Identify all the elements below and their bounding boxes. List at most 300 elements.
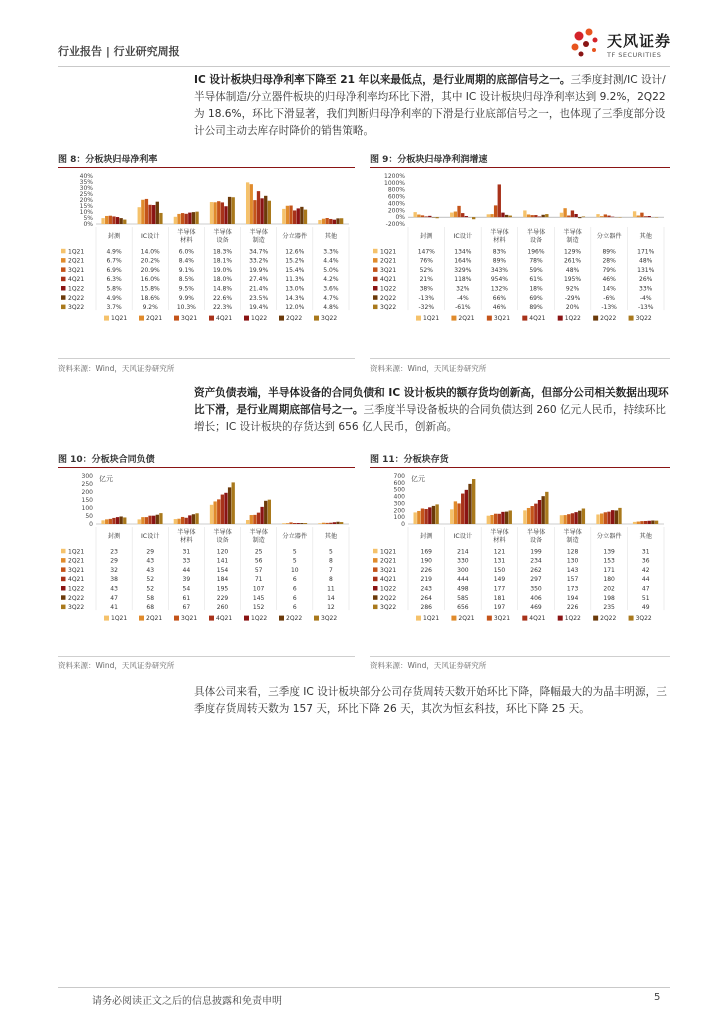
fig11-cell-value: 150 xyxy=(493,566,506,574)
fig8-category-label: 材料 xyxy=(180,237,193,244)
fig8-bar xyxy=(112,216,115,224)
fig9-legend-swatch xyxy=(487,316,492,321)
fig8-top-rule xyxy=(58,167,355,168)
fig10-bar xyxy=(156,515,159,524)
fig9-bar xyxy=(545,214,548,217)
fig11-legend-swatch xyxy=(593,616,598,621)
fig10-row-swatch xyxy=(61,577,66,582)
fig11-bar xyxy=(644,521,647,524)
fig9-bar xyxy=(541,215,544,217)
fig9-y-tick: 1000% xyxy=(384,179,405,187)
fig9-cell-value: 33% xyxy=(639,285,653,293)
fig11-cell-value: 202 xyxy=(603,585,615,593)
fig11-bar xyxy=(421,509,424,524)
fig9-bar xyxy=(498,184,501,217)
fig10-cell-value: 58 xyxy=(146,594,155,602)
fig10-bar xyxy=(112,518,115,524)
fig9-y-tick: 200% xyxy=(387,207,405,215)
fig8-row-swatch xyxy=(61,286,66,291)
fig11-y-tick: 200 xyxy=(393,507,405,515)
fig10-bar xyxy=(221,495,224,524)
fig11-cell-value: 173 xyxy=(566,585,579,593)
fig9-legend-swatch xyxy=(522,316,527,321)
fig9-bar xyxy=(465,216,468,217)
fig11-cell-value: 139 xyxy=(603,548,615,556)
fig10-bar xyxy=(336,522,339,524)
fig10-row-swatch xyxy=(61,605,66,610)
fig8-cell-value: 3.7% xyxy=(106,304,122,312)
fig9-cell-value: -61% xyxy=(455,304,471,312)
fig11-bar xyxy=(563,515,566,524)
fig8-bar xyxy=(101,218,104,224)
fig9-bar xyxy=(578,217,581,218)
fig10-bar xyxy=(101,520,104,524)
fig10-bar xyxy=(340,522,343,524)
fig8-bottom-rule xyxy=(58,358,355,359)
fig10-category-label: 制造 xyxy=(252,537,265,544)
fig11-cell-value: 180 xyxy=(603,576,615,584)
fig10-bottom-rule xyxy=(58,656,355,657)
fig9-cell-value: 46% xyxy=(602,276,616,284)
fig8-cell-value: 34.7% xyxy=(249,248,269,256)
fig8-cell-value: 22.6% xyxy=(212,294,233,302)
fig11-cell-value: 157 xyxy=(566,576,579,584)
fig9-cell-value: 343% xyxy=(490,266,509,274)
fig8-row-label: 2Q21 xyxy=(68,257,85,265)
fig8-y-tick: 15% xyxy=(79,203,93,210)
fig8-cell-value: 14.8% xyxy=(212,285,233,293)
fig10-row-label: 1Q21 xyxy=(68,548,85,556)
fig8-cell-value: 11.3% xyxy=(285,276,305,284)
fig10-y-tick: 200 xyxy=(81,489,93,496)
fig11-category-label: 半导体 xyxy=(563,529,582,536)
fig9-row-label: 1Q21 xyxy=(380,248,397,256)
fig10-bar xyxy=(217,499,220,524)
fig9-bar xyxy=(523,210,526,217)
fig9-bar xyxy=(640,213,643,217)
fig10-bar xyxy=(318,523,321,524)
fig11-row-swatch xyxy=(373,567,378,572)
fig9-legend-swatch xyxy=(593,316,598,321)
fig9-row-swatch xyxy=(373,277,378,282)
fig11-legend-label: 4Q21 xyxy=(529,615,546,623)
fig9-bar xyxy=(457,206,460,217)
fig11-bar xyxy=(578,511,581,524)
fig10-bar xyxy=(300,523,303,524)
fig11-category-label: 制造 xyxy=(566,537,579,544)
fig11-category-label: 封测 xyxy=(420,533,433,540)
fig9-legend-label: 1Q22 xyxy=(564,315,581,323)
fig8-y-tick: 5% xyxy=(83,215,93,222)
fig11-source: 资料来源：Wind，天风证券研究所 xyxy=(370,661,487,670)
fig8-legend-swatch xyxy=(314,316,319,321)
fig9-category-label: 半导体 xyxy=(526,229,546,236)
fig10-bar xyxy=(286,523,289,524)
fig9-bar xyxy=(494,205,497,217)
fig9-cell-value: 79% xyxy=(602,266,616,274)
fig8-bar xyxy=(326,218,329,224)
fig9-cell-value: 14% xyxy=(602,285,616,293)
fig9-bar xyxy=(435,217,438,218)
fig8-bar xyxy=(286,206,289,224)
fig11-row-label: 2Q22 xyxy=(380,594,397,602)
fig11-row-label: 4Q21 xyxy=(380,576,397,584)
fig11-y-tick: 500 xyxy=(393,486,405,494)
fig10-bar xyxy=(188,515,191,524)
fig9-top-rule xyxy=(370,167,670,168)
fig11-legend-label: 1Q21 xyxy=(423,615,440,623)
fig8-bar xyxy=(213,202,216,224)
fig11-cell-value: 469 xyxy=(530,604,542,612)
fig9-cell-value: 89% xyxy=(492,257,507,265)
fig10-category-label: 封测 xyxy=(107,533,121,540)
fig10-cell-value: 145 xyxy=(252,594,265,602)
fig8-cell-value: 4.9% xyxy=(106,294,122,302)
fig10-y-tick: 0 xyxy=(89,521,93,528)
fig8-bar xyxy=(123,220,126,224)
fig9-legend-label: 3Q22 xyxy=(635,315,652,323)
fig9-cell-value: -13% xyxy=(418,294,435,302)
fig9-row-swatch xyxy=(373,286,378,291)
fig10-cell-value: 5 xyxy=(329,548,333,556)
fig10-bar xyxy=(268,500,271,524)
fig11-bar xyxy=(615,510,618,524)
fig10-title: 图 10：分板块合同负债 xyxy=(58,455,155,465)
fig8-cell-value: 6.0% xyxy=(178,248,194,256)
fig8-row-label: 4Q21 xyxy=(68,276,85,284)
fig10-top-rule xyxy=(58,467,355,468)
fig10-legend-swatch xyxy=(314,616,319,621)
fig10-legend-label: 3Q22 xyxy=(321,615,338,623)
fig9-y-tick: 800% xyxy=(387,186,405,194)
fig8-category-label: 设备 xyxy=(216,237,229,244)
fig9-cell-value: -32% xyxy=(418,304,435,312)
brand-name-en: TF SECURITIES xyxy=(607,51,662,59)
fig8-cell-value: 15.8% xyxy=(140,285,160,293)
fig9-legend-label: 3Q21 xyxy=(493,315,511,323)
fig8-bar xyxy=(289,206,292,224)
fig9-y-tick: -200% xyxy=(385,221,405,228)
fig11-bar xyxy=(505,512,508,524)
fig10-bar xyxy=(228,487,231,524)
fig11-bar xyxy=(596,514,599,524)
fig10-cell-value: 33 xyxy=(182,557,191,565)
fig8-y-tick: 20% xyxy=(79,197,93,204)
fig8-bar xyxy=(174,217,177,224)
fig8-cell-value: 21.4% xyxy=(249,285,269,293)
fig11-legend-swatch xyxy=(558,616,563,621)
fig11-category-label: 材料 xyxy=(493,537,506,544)
fig9-y-tick: 1200% xyxy=(384,173,405,180)
fig8-bar xyxy=(300,207,303,224)
fig11-row-swatch xyxy=(373,549,378,554)
fig8-bar xyxy=(264,196,267,224)
fig8-row-label: 3Q21 xyxy=(68,266,85,274)
fig11-bar xyxy=(472,479,475,524)
fig9-cell-value: -6% xyxy=(603,294,615,302)
fig9-cell-value: 66% xyxy=(492,294,507,302)
fig11-bar xyxy=(567,514,570,524)
fig9-row-swatch xyxy=(373,267,378,272)
fig11-cell-value: 131 xyxy=(493,557,506,565)
fig11-cell-value: 177 xyxy=(493,585,506,593)
fig11-category-label: 分立器件 xyxy=(596,533,622,540)
paragraph-2 xyxy=(194,385,670,436)
fig9-svg xyxy=(370,170,670,358)
fig11-bar xyxy=(618,508,621,524)
fig9-row-swatch xyxy=(373,305,378,310)
fig11-cell-value: 36 xyxy=(641,557,650,565)
fig8-bar xyxy=(192,212,195,224)
fig8-bar xyxy=(297,208,300,224)
fig11-bottom-rule xyxy=(370,656,670,657)
fig8-cell-value: 12.0% xyxy=(285,304,305,312)
fig10-cell-value: 44 xyxy=(182,566,191,574)
fig11-bar xyxy=(490,515,493,524)
fig11-cell-value: 31 xyxy=(641,548,650,556)
paragraph-3: 具体公司来看，三季度 IC 设计板块部分公司存货周转天数开始环比下降，降幅最大的为晶丰明源，三季度存货周转天数为 157 天，环比下降 26 天，其次为恒玄科技，环比下降 25 天。 xyxy=(194,686,667,715)
fig8-category-label: 半导体 xyxy=(177,229,196,236)
fig10-row-swatch xyxy=(61,558,66,563)
fig10-cell-value: 29 xyxy=(146,548,155,556)
fig10-row-swatch xyxy=(61,567,66,572)
fig11-cell-value: 234 xyxy=(530,557,542,565)
fig8-bar xyxy=(268,201,271,224)
fig8-category-label: 分立器件 xyxy=(282,233,308,240)
fig10-bar xyxy=(260,507,263,524)
fig10-row-label: 1Q22 xyxy=(68,585,85,593)
fig10-cell-value: 67 xyxy=(182,604,191,612)
fig8-legend-label: 1Q22 xyxy=(251,315,268,323)
fig9-bar xyxy=(648,216,651,217)
fig8-row-label: 1Q21 xyxy=(68,248,85,256)
fig11-bar xyxy=(413,512,416,524)
fig10-cell-value: 120 xyxy=(216,548,229,556)
fig9-cell-value: 129% xyxy=(563,248,582,256)
fig8-cell-value: 8.4% xyxy=(178,257,194,265)
fig10-cell-value: 41 xyxy=(110,604,118,612)
fig11-bar xyxy=(560,515,563,524)
fig10-cell-value: 38 xyxy=(110,576,118,584)
fig11-cell-value: 149 xyxy=(493,576,506,584)
fig9-cell-value: 196% xyxy=(527,248,545,256)
fig9-legend-swatch xyxy=(416,316,421,321)
fig10-bar xyxy=(246,520,249,524)
fig9-bar xyxy=(501,213,504,218)
fig10-legend-swatch xyxy=(139,616,144,621)
fig9-bar xyxy=(567,215,570,217)
fig11-row-label: 1Q21 xyxy=(380,548,397,556)
fig8-cell-value: 18.1% xyxy=(212,257,233,265)
fig9-cell-value: 118% xyxy=(454,276,472,284)
fig8-y-tick: 25% xyxy=(79,191,93,198)
fig9-row-swatch xyxy=(373,295,378,300)
fig9-bar xyxy=(472,217,475,219)
fig8-cell-value: 5.8% xyxy=(106,285,122,293)
fig9-row-label: 3Q22 xyxy=(380,304,397,312)
fig9-bar xyxy=(527,214,530,217)
fig11-bar xyxy=(461,494,464,524)
fig9-cell-value: 18% xyxy=(529,285,543,293)
fig8-bar xyxy=(181,213,184,224)
fig11-y-tick: 0 xyxy=(401,521,405,528)
fig10-bar xyxy=(322,523,325,524)
fig11-cell-value: 243 xyxy=(420,585,433,593)
fig9-cell-value: 26% xyxy=(639,276,653,284)
fig11-cell-value: 350 xyxy=(530,585,542,593)
fig8-bar xyxy=(221,202,224,224)
fig8-bar xyxy=(329,219,332,224)
fig8-cell-value: 18.3% xyxy=(212,248,233,256)
fig11-y-tick: 400 xyxy=(393,493,405,501)
fig9-cell-value: -4% xyxy=(457,294,469,302)
fig11-row-label: 2Q21 xyxy=(380,557,397,565)
fig11-cell-value: 121 xyxy=(493,548,506,556)
fig11-bar xyxy=(501,512,504,524)
fig11-row-swatch xyxy=(373,605,378,610)
fig10-row-label: 3Q21 xyxy=(68,566,85,574)
fig10-cell-value: 7 xyxy=(329,566,333,574)
fig8-bar xyxy=(318,220,321,224)
paragraph-1-body: 三季度封测/IC 设计/半导体制造/分立器件板块的归母净利率均环比下滑，其中 IC 设计板块归母净利率达到 9.2%，2Q22 为 18.6%，环比下滑显著，我们判断归母净利率的下滑是行业底部信号之一，也体现了三季度部分设计公司主动去库存时降价的销售策略。 xyxy=(194,74,666,137)
fig11-row-swatch xyxy=(373,595,378,600)
fig10-cell-value: 195 xyxy=(216,585,229,593)
fig11-bar xyxy=(651,521,654,524)
fig10-cell-value: 71 xyxy=(254,576,263,584)
fig8-bar xyxy=(188,213,191,224)
fig10-cell-value: 23 xyxy=(110,548,118,556)
fig9-cell-value: 28% xyxy=(602,257,616,265)
fig9-category-label: IC设计 xyxy=(453,233,473,240)
fig9-category-label: 半导体 xyxy=(490,229,509,236)
fig8-cell-value: 14.3% xyxy=(285,294,305,302)
fig8-category-label: 半导体 xyxy=(213,229,232,236)
fig11-bar xyxy=(582,509,585,524)
fig9-cell-value: 21% xyxy=(419,276,433,284)
fig11-cell-value: 51 xyxy=(641,594,650,602)
fig10-cell-value: 56 xyxy=(254,557,263,565)
fig11-bar xyxy=(655,521,658,524)
fig10-category-label: 材料 xyxy=(180,537,193,544)
fig10-legend-label: 1Q21 xyxy=(111,615,128,623)
fig9-bar xyxy=(417,215,420,218)
fig11-cell-value: 181 xyxy=(493,594,506,602)
fig10-cell-value: 57 xyxy=(254,566,263,574)
fig11-bar xyxy=(498,514,501,524)
fig10-bar xyxy=(297,523,300,524)
fig9-y-tick: 600% xyxy=(387,193,405,201)
fig11-cell-value: 330 xyxy=(457,557,469,565)
fig10-y-tick: 100 xyxy=(81,505,93,512)
fig10-bar xyxy=(210,505,213,524)
fig9-category-label: 材料 xyxy=(493,237,506,244)
fig9-bar xyxy=(428,216,431,217)
fig10-cell-value: 61 xyxy=(182,594,191,602)
fig11-category-label: 设备 xyxy=(529,537,543,544)
fig11-cell-value: 197 xyxy=(493,604,506,612)
fig9-cell-value: 261% xyxy=(563,257,582,265)
fig10-bar xyxy=(152,516,155,524)
fig9-bar xyxy=(571,210,574,217)
fig8-cell-value: 19.9% xyxy=(249,266,269,274)
fig10-legend-label: 2Q21 xyxy=(146,615,163,623)
fig9-bar xyxy=(424,216,427,217)
fig11-bar xyxy=(450,509,453,524)
fig9-bar xyxy=(582,216,585,217)
fig10-category-label: 分立器件 xyxy=(282,533,308,540)
fig11-legend-swatch xyxy=(416,616,421,621)
fig8-y-tick: 35% xyxy=(79,179,93,186)
fig9-cell-value: 69% xyxy=(529,294,543,302)
fig10-cell-value: 47 xyxy=(110,594,118,602)
fig10-cell-value: 68 xyxy=(146,604,155,612)
fig9-cell-value: 89% xyxy=(602,248,616,256)
footer-disclaimer[interactable]: 请务必阅读正文之后的信息披露和免责申明 xyxy=(92,996,282,1007)
fig10-cell-value: 154 xyxy=(216,566,229,574)
fig8-bar xyxy=(138,207,141,224)
fig11-cell-value: 444 xyxy=(457,576,469,584)
fig8-bar xyxy=(322,219,325,224)
fig11-legend-label: 2Q21 xyxy=(458,615,475,623)
fig10-cell-value: 43 xyxy=(146,557,155,565)
fig9-category-label: 其他 xyxy=(639,233,652,240)
fig9-legend-label: 4Q21 xyxy=(529,315,546,323)
fig11-bar xyxy=(509,510,512,524)
fig8-bar xyxy=(116,217,119,224)
paragraph-2-lead: 资产负债表端，半导体设备的合同负债和 IC 设计板块的额存货均创新高，但部分公司相关数据出现环比下滑，是行业周期底部信号之一。 xyxy=(194,387,669,416)
fig11-bar xyxy=(604,512,607,524)
fig10-cell-value: 52 xyxy=(146,585,155,593)
fig11-legend-label: 3Q21 xyxy=(493,615,511,623)
fig9-cell-value: 78% xyxy=(529,257,543,265)
fig8-svg xyxy=(58,170,355,358)
fig9-cell-value: -13% xyxy=(601,304,617,312)
fig10-legend-label: 2Q22 xyxy=(286,615,303,623)
fig8-bar xyxy=(253,200,256,224)
fig11-y-tick: 700 xyxy=(393,473,405,480)
fig11-row-label: 3Q21 xyxy=(380,566,397,574)
fig11-title: 图 11：分板块存货 xyxy=(370,455,449,465)
fig11-cell-value: 219 xyxy=(420,576,433,584)
fig9-cell-value: 46% xyxy=(492,304,507,312)
fig9-bar xyxy=(560,213,563,217)
fig10-cell-value: 107 xyxy=(252,585,265,593)
fig11-bar xyxy=(523,510,526,524)
fig8-cell-value: 19.0% xyxy=(212,266,233,274)
fig10-cell-value: 5 xyxy=(292,548,297,556)
fig8-row-swatch xyxy=(61,305,66,310)
fig10-source: 资料来源：Wind，天风证券研究所 xyxy=(58,661,175,670)
fig9-bar xyxy=(538,217,541,218)
fig11-cell-value: 297 xyxy=(530,576,542,584)
fig8-y-tick: 40% xyxy=(79,173,93,180)
fig10-bar xyxy=(138,519,141,524)
paragraph-1 xyxy=(194,72,670,140)
fig10-legend-swatch xyxy=(174,616,179,621)
fig9-bar xyxy=(454,212,457,218)
fig8-cell-value: 27.4% xyxy=(249,276,269,284)
fig11-bar xyxy=(607,512,610,524)
fig11-y-tick: 100 xyxy=(393,514,405,522)
fig11-bar xyxy=(424,509,427,524)
fig8-cell-value: 23.5% xyxy=(249,294,269,302)
fig8-title: 图 8：分板块归母净利率 xyxy=(58,155,158,165)
fig9-cell-value: 61% xyxy=(529,276,543,284)
fig10-bar xyxy=(224,493,227,524)
fig9-bar xyxy=(607,216,610,218)
fig9-cell-value: 329% xyxy=(454,266,472,274)
fig10-bar xyxy=(264,501,267,524)
